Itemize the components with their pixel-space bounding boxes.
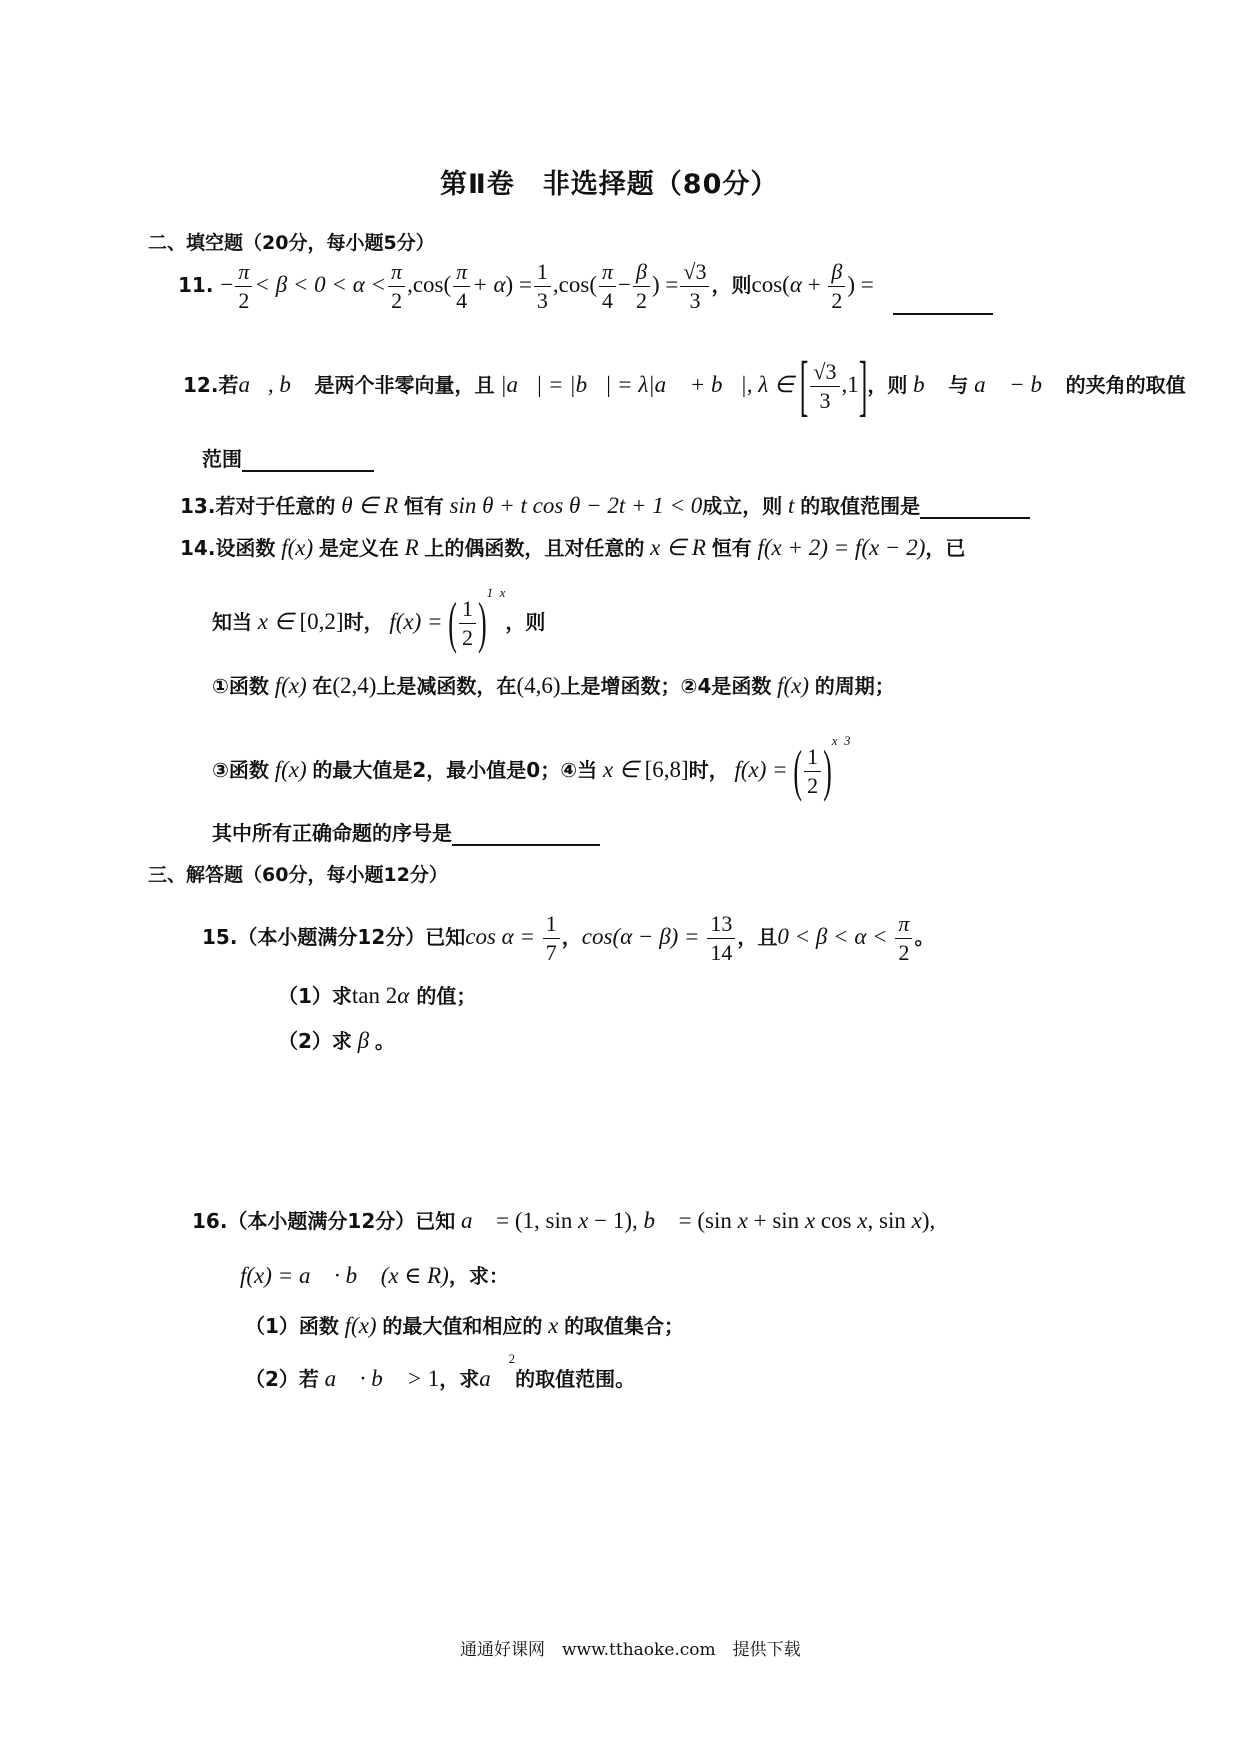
question-text: 且 — [757, 925, 778, 949]
question-text: 的取值范围是 — [800, 494, 921, 518]
question-text: （2）求 — [278, 1029, 352, 1053]
question-text: ，则 — [711, 273, 752, 297]
question-text: 时， — [688, 758, 729, 782]
question-text: ，求： — [448, 1264, 509, 1288]
question-number: 11. — [178, 273, 214, 297]
question-text: （1）函数 — [245, 1314, 339, 1338]
answer-blank[interactable] — [452, 844, 600, 846]
question-text: 上是减函数，在 — [376, 674, 517, 698]
question-text: 知当 — [212, 610, 252, 634]
question-text: 的取值范围。 — [515, 1367, 636, 1391]
question-text: 的值； — [416, 984, 477, 1008]
answer-blank[interactable] — [242, 470, 374, 472]
question-text: 设函数 — [215, 536, 276, 560]
question-14-last — [212, 817, 600, 846]
question-16-part-1: （1）函数 f(x) 的最大值和相应的 x 的取值集合； — [245, 1313, 685, 1338]
question-text: 恒有 — [403, 494, 444, 518]
question-text: 范围 — [202, 447, 242, 471]
question-14-line2: 知当 x ∈ [0,2]时， f(x) = ( $\frac{1}{2}$ )$^{1 x}$，则 — [212, 585, 546, 655]
question-text: 的夹角的取值 — [1065, 373, 1186, 397]
question-16-line2: f(x) = a⃗ · b⃗ (x ∈ R)，求： — [240, 1263, 509, 1288]
question-12: 12.若a⃗, b⃗ 是两个非零向量，且 |a⃗| = |b⃗| = λ|a⃗ + b⃗|, λ ∈ [ $\frac{√3}{3}$ ,1]，则 b⃗ 与 a⃗ − b⃗ 的夹角的取值 — [183, 347, 1186, 423]
question-number: 13. — [180, 494, 216, 518]
footer-text: 通通好课网 www.tthaoke.com 提供下载 — [460, 1640, 801, 1660]
question-text: ，则 — [867, 373, 908, 397]
question-text: （1）求 — [278, 984, 352, 1008]
question-text: 上是增函数；②4是函数 — [560, 674, 772, 698]
question-text: 若对于任意的 — [215, 494, 336, 518]
question-text: 与 — [948, 373, 969, 397]
question-text: 成立，则 — [702, 494, 783, 518]
answer-blank[interactable] — [893, 313, 993, 315]
question-text: 的周期； — [814, 674, 895, 698]
question-text: 若 — [218, 373, 239, 397]
question-text: ，已 — [925, 536, 966, 560]
page-title: 第Ⅱ卷 非选择题（80分） — [440, 169, 779, 200]
section-fill-blank-heading: 二、填空题（20分，每小题5分） — [148, 232, 435, 254]
question-text: 时， — [343, 610, 384, 634]
question-text: 的最大值是2，最小值是0；④当 — [312, 758, 598, 782]
question-text: 其中所有正确命题的序号是 — [212, 821, 452, 845]
question-text: 恒有 — [711, 536, 752, 560]
question-text: 在 — [312, 674, 333, 698]
question-text: （2）若 — [245, 1367, 319, 1391]
question-text: 15.（本小题满分12分）已知 — [202, 925, 466, 949]
question-16-part-2: （2）若 a⃗ · b⃗ > 1，求a⃗$^2$的取值范围。 — [245, 1351, 636, 1391]
question-14-statement-1-2: ①函数 f(x) 在(2,4)上是减函数，在(4,6)上是增函数；②4是函数 f(x) 的周期； — [212, 673, 895, 698]
question-text: 。 — [374, 1029, 395, 1053]
question-14: 14.设函数 f(x) 是定义在 R 上的偶函数，且对任意的 x ∈ R 恒有 f(x + 2) = f(x − 2)，已 — [180, 535, 966, 560]
question-number: 14. — [180, 536, 216, 560]
question-text: 是定义在 — [318, 536, 399, 560]
question-text: 上的偶函数，且对任意的 — [424, 536, 645, 560]
question-text: ，则 — [505, 610, 546, 634]
question-13: 13.若对于任意的 θ ∈ R 恒有 sin θ + t cos θ − 2t + 1 < 0成立，则 t 的取值范围是 — [180, 490, 1030, 519]
question-number: 12. — [183, 373, 219, 397]
question-12-line2 — [202, 443, 374, 472]
answer-blank[interactable] — [920, 517, 1030, 519]
question-text: ，求 — [439, 1367, 480, 1391]
question-text: ③函数 — [212, 758, 269, 782]
question-14-statement-3-4: ③函数 f(x) 的最大值是2，最小值是0；④当 x ∈ [6,8]时， f(x) = ( $\frac{1}{2}$ )$^{x 3}$ — [212, 733, 851, 803]
question-text: 的最大值和相应的 — [382, 1314, 543, 1338]
question-text: 的取值集合； — [564, 1314, 685, 1338]
question-15-part-2: （2）求 β 。 — [278, 1028, 395, 1053]
question-text: ①函数 — [212, 674, 269, 698]
question-16: 16.（本小题满分12分）已知 a⃗ = (1, sin x − 1), b⃗ = (sin x + sin x cos x, sin x), — [192, 1208, 936, 1233]
section-answer-heading: 三、解答题（60分，每小题12分） — [148, 864, 448, 886]
question-15: 15.（本小题满分12分）已知cos α = $\frac{1}{7}$ ，cos(α − β) = $\frac{13}{14}$ ，且0 < β < α < $\frac{\pi}{2}$ 。 — [202, 911, 935, 965]
question-text: 16.（本小题满分12分）已知 — [192, 1209, 456, 1233]
question-11: 11. − $\frac{\pi}{2}$ < β < 0 < α < $\frac{\pi}{2}$ ,cos( $\frac{\pi}{4}$ + α) = $\frac{1}{3}$ ,cos( $\frac{\pi}{4}$ − $\frac{\beta}{2}$ ) = $\frac{√3}{3}$ ，则cos(α + $\frac{\beta}{2}$ ) = — [178, 258, 993, 315]
question-text: 是两个非零向量，且 — [314, 373, 495, 397]
question-15-part-1: （1）求tan 2α 的值； — [278, 983, 477, 1008]
